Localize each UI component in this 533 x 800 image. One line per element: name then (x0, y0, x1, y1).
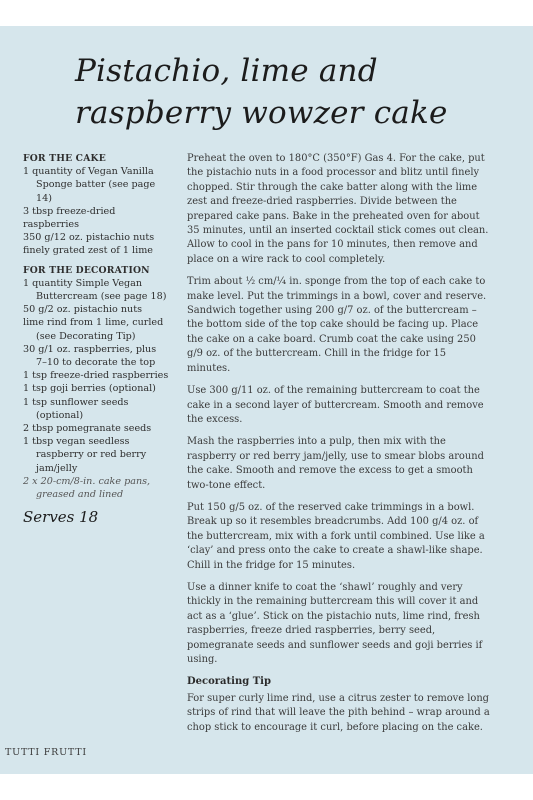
decoration-ingredient-continuation: Buttercream (see page 18) (36, 291, 167, 303)
decoration-ingredient-continuation: (see Decorating Tip) (36, 330, 136, 342)
cake-ingredient-continuation: Sponge batter (see page 14) (36, 179, 156, 204)
tip-heading: Decorating Tip (187, 676, 271, 688)
method-steps (187, 152, 491, 667)
decoration-ingredient-text: 2 tbsp pomegranate seeds (23, 423, 152, 435)
decoration-ingredient-text: 1 tbsp vegan seedless (23, 436, 130, 448)
equipment-line-1: 2 x 20-cm/8-in. cake pans, (23, 475, 151, 487)
cake-ingredient-text: 3 tbsp freeze-dried raspberries (23, 205, 116, 231)
decoration-ingredient (23, 396, 173, 422)
recipe-title (75, 50, 515, 134)
cake-ingredient-text: 350 g/12 oz. pistachio nuts (23, 232, 155, 244)
decoration-ingredient-text: 1 tsp freeze-dried raspberries (23, 370, 169, 382)
decoration-ingredient-text: 1 tsp sunflower seeds (23, 396, 129, 408)
cake-ingredient-text: 1 quantity of Vegan Vanilla (23, 166, 154, 178)
cake-ingredients-list (23, 165, 173, 257)
decoration-ingredient (23, 422, 173, 435)
title-line-2: raspberry wowzer cake (75, 95, 448, 131)
method-column (187, 152, 491, 743)
running-footer: TUTTI FRUTTI (5, 747, 87, 758)
decoration-ingredient-text: 50 g/2 oz. pistachio nuts (23, 304, 143, 316)
decoration-ingredient (23, 316, 173, 342)
decoration-ingredient (23, 462, 173, 475)
title-line-1: Pistachio, lime and (75, 53, 378, 89)
decoration-ingredient-continuation: raspberry or red berry (36, 449, 147, 461)
decoration-ingredient (23, 435, 173, 461)
cake-ingredients-header: FOR THE CAKE (23, 153, 106, 164)
method-step: Preheat the oven to 180°C (350°F) Gas 4. For the cake, put the pistachio nuts in a food processor and blitz until finely chopped. Stir through the cake batter along with the lime zest and freeze-dried raspberries. Divide between the prepared cake pans. Bake in the preheated oven for about 35 minutes, until an inserted cocktail stick comes out clean. Allow to cool in the pans for 10 minutes, then remove and place on a wire rack to cool completely. (187, 153, 489, 265)
method-step: Put 150 g/5 oz. of the reserved cake trimmings in a bowl. Break up so it resembles breadcrumbs. Add 100 g/4 oz. of the buttercream, mix with a fork until combined. Use like a ‘clay’ and press onto the cake to create a shawl-like shape. Chill in the fridge for 15 minutes. (187, 501, 485, 571)
decoration-ingredient (23, 382, 173, 395)
cake-ingredient (23, 205, 173, 231)
method-step: Trim about ½ cm/¼ in. sponge from the top of each cake to make level. Put the trimmings in a bowl, cover and reserve. Sandwich together using 200 g/7 oz. of the buttercream – the bottom side of the top cake should be facing up. Place the cake on a cake board. Crumb coat the cake using 250 g/9 oz. of the buttercream. Chill in the fridge for 15 minutes. (187, 276, 487, 374)
cake-ingredient-text: finely grated zest of 1 lime (23, 245, 153, 257)
decoration-ingredient-text: 1 tsp goji berries (optional) (23, 383, 156, 395)
decoration-ingredient-text: 30 g/1 oz. raspberries, plus (23, 343, 157, 355)
decoration-ingredient-continuation: (optional) (36, 409, 84, 421)
cake-ingredient (23, 165, 173, 205)
decoration-ingredient (23, 343, 173, 369)
decoration-ingredient-text: 1 quantity Simple Vegan (23, 277, 143, 289)
tip-text: For super curly lime rind, use a citrus zester to remove long strips of rind that will leave the pith behind – wrap around a chop stick to encourage it curl, before placing on the cake. (187, 692, 490, 733)
decoration-ingredient (23, 277, 173, 303)
ingredients-column (23, 152, 173, 527)
equipment-note (23, 475, 173, 501)
decoration-ingredients-header: FOR THE DECORATION (23, 264, 150, 276)
method-step: Use 300 g/11 oz. of the remaining buttercream to coat the cake in a second layer of buttercream. Smooth and remove the excess. (187, 385, 484, 425)
decoration-ingredient (23, 369, 173, 382)
decoration-ingredient-continuation: jam/jelly (36, 462, 78, 474)
cake-ingredient (23, 231, 173, 244)
method-step: Mash the raspberries into a pulp, then mix with the raspberry or red berry jam/jelly, use to smear blobs around the cake. Smooth and remove the excess to get a smooth two-tone effect. (187, 436, 484, 491)
decoration-ingredient-text: lime rind from 1 lime, curled (23, 317, 164, 329)
decoration-ingredient-continuation: 7–10 to decorate the top (36, 357, 156, 369)
cake-ingredient (23, 244, 173, 257)
serves: Serves 18 (23, 508, 99, 527)
decoration-ingredient (23, 303, 173, 316)
decoration-ingredients-list (23, 277, 173, 475)
method-step: Use a dinner knife to coat the ‘shawl’ roughly and very thickly in the remaining buttercream this will cover it and act as a ‘glue’. Stick on the pistachio nuts, lime rind, fresh raspberries, freeze dried raspberries, berry seed, pomegranate seeds and sunflower seeds and goji berries if using. (187, 581, 483, 665)
equipment-line-2: greased and lined (36, 489, 124, 501)
